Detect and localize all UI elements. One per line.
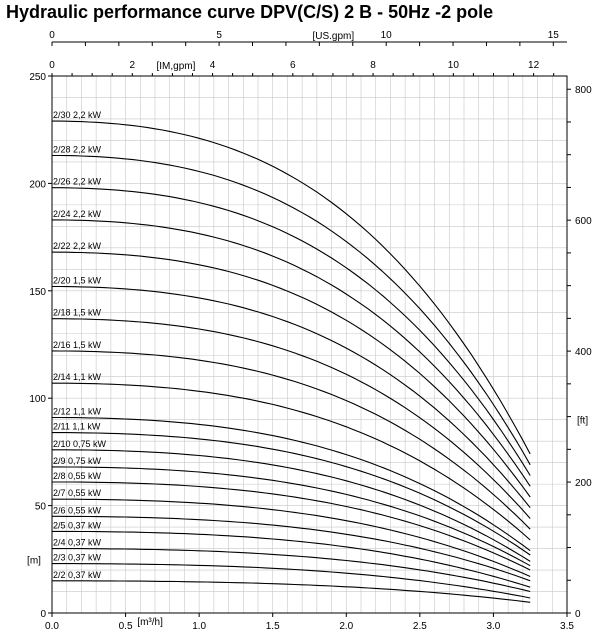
curve-label: 2/6 0,55 kW	[53, 505, 102, 516]
us-gpm-tick-label: 10	[380, 30, 392, 41]
us-gpm-tick-label: 0	[49, 30, 55, 41]
curve-line	[52, 287, 530, 508]
curve-label: 2/8 0,55 kW	[53, 470, 102, 481]
y-tick-label: 100	[29, 394, 46, 406]
curve-label: 2/10 0,75 kW	[53, 438, 107, 449]
im-gpm-tick-label: 6	[290, 60, 296, 71]
chart-title: Hydraulic performance curve DPV(C/S) 2 B - 50Hz -2 pole	[6, 2, 494, 22]
curve-label: 2/7 0,55 kW	[53, 488, 102, 499]
im-gpm-tick-label: 2	[129, 60, 136, 71]
x-tick-label: 1.0	[192, 621, 207, 632]
ft-tick-label: 400	[575, 347, 592, 359]
curve-label: 2/2 0,37 kW	[53, 569, 102, 580]
y-tick-label: 50	[34, 501, 46, 513]
performance-curves	[52, 121, 530, 602]
curve-label: 2/9 0,75 kW	[53, 455, 102, 466]
y-axis-label: [m]	[27, 555, 41, 567]
x-tick-label: 0.5	[118, 621, 133, 632]
ft-tick-label: 600	[575, 216, 592, 228]
im-gpm-tick-label: 10	[447, 60, 459, 71]
curve-line	[52, 467, 530, 566]
y-tick-label: 0	[40, 609, 46, 620]
im-gpm-tick-label: 4	[209, 60, 216, 71]
curve-label: 2/5 0,37 kW	[53, 520, 102, 531]
im-gpm-tick-label: 12	[528, 60, 540, 71]
curve-label: 2/14 1,1 kW	[53, 372, 102, 383]
us-gpm-axis-label: [US.gpm]	[312, 31, 355, 42]
im-gpm-tick-label: 0	[49, 60, 55, 71]
curve-label: 2/20 1,5 kW	[53, 275, 102, 286]
im-gpm-axis-label: [IM,gpm]	[156, 61, 196, 72]
x-tick-label: 2.5	[412, 621, 427, 632]
curve-label: 2/18 1,5 kW	[53, 307, 102, 318]
ft-tick-label: 200	[575, 478, 592, 490]
curve-line	[52, 499, 530, 576]
curve-label: 2/12 1,1 kW	[53, 406, 102, 417]
x-tick-label: 2.0	[339, 621, 354, 632]
us-gpm-tick-label: 15	[547, 30, 559, 41]
curve-label: 2/24 2,2 kW	[53, 208, 102, 219]
x-tick-label: 3.0	[486, 621, 501, 632]
curve-label: 2/4 0,37 kW	[53, 537, 102, 548]
curve-line	[52, 188, 530, 476]
curve-line	[52, 482, 530, 570]
ft-axis-label: [ft]	[577, 415, 589, 427]
curve-label: 2/3 0,37 kW	[53, 552, 102, 563]
curve-line	[52, 531, 530, 587]
x-tick-label: 3.5	[560, 621, 574, 632]
curve-label: 2/30 2,2 kW	[53, 110, 102, 121]
curve-label: 2/26 2,2 kW	[53, 176, 102, 187]
ft-tick-label: 0	[575, 609, 581, 620]
curve-label: 2/22 2,2 kW	[53, 241, 102, 252]
x-tick-label: 0.0	[45, 621, 59, 632]
curve-labels	[53, 110, 107, 580]
us-gpm-tick-label: 5	[216, 30, 222, 41]
y-tick-label: 200	[29, 179, 46, 191]
curve-line	[52, 121, 530, 454]
y-tick-label: 150	[29, 286, 46, 298]
curve-label: 2/28 2,2 kW	[53, 144, 102, 155]
curve-label: 2/16 1,5 kW	[53, 339, 102, 350]
x-tick-label: 1.5	[265, 621, 280, 632]
ft-tick-label: 800	[575, 85, 592, 97]
x-axis-label: [m³/h]	[137, 617, 163, 628]
curve-label: 2/11 1,1 kW	[53, 421, 101, 432]
im-gpm-tick-label: 8	[370, 60, 376, 71]
y-tick-label: 250	[29, 72, 46, 83]
